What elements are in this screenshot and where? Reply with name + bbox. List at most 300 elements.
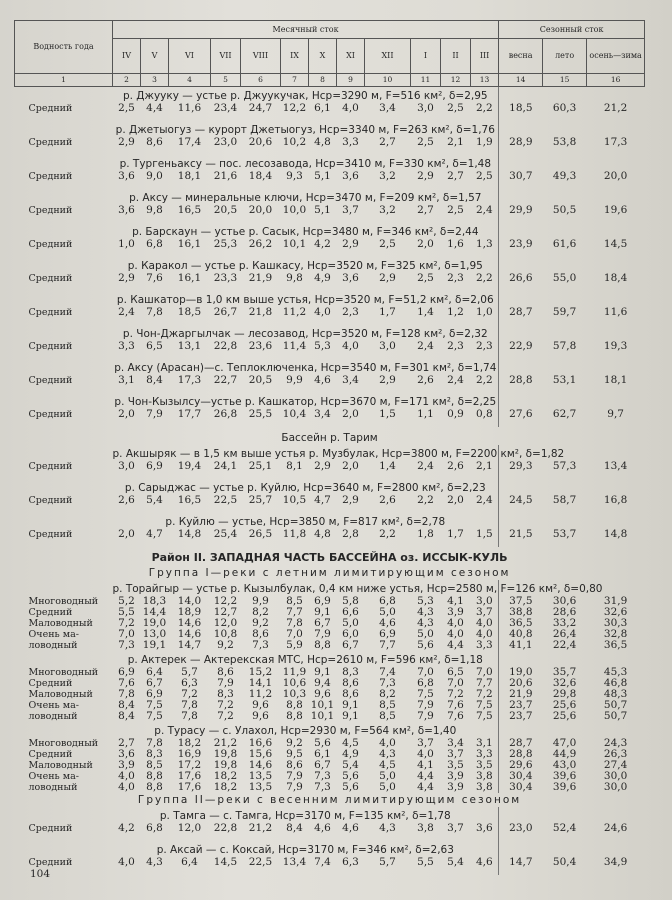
value-cell: 2,9 [379,272,396,284]
value-cell: 25,3 [213,238,238,250]
value-cell: 9,1 [314,666,331,678]
value-cell: 28,8 [499,749,543,760]
value-cell: 14,6 [248,759,273,771]
water-year-label: Средний [28,749,73,760]
station-spacer [15,807,113,823]
value-cell: 2,2 [475,102,493,114]
water-year-label: Средний [28,678,73,689]
basin-heading: Бассейн р. Тарим [281,432,378,444]
value-cell: 23,9 [499,239,543,257]
value-cell: 23,0 [499,823,543,841]
value-cell: 24,3 [603,737,628,749]
value-cell: 6,3 [181,677,198,689]
value-cell: 2,4 [118,306,135,318]
value-cell: 4,7 [314,494,331,506]
value-cell: 26,6 [499,273,543,291]
station-spacer [499,479,645,495]
value-cell: 1,9 [475,136,493,148]
value-cell: 1,4 [379,460,396,472]
value-cell: 8,2 [379,688,396,700]
value-cell: 8,6 [286,759,303,771]
value-cell: 10,0 [282,204,307,216]
value-cell: 5,4 [146,494,163,506]
value-cell: 19,3 [603,340,628,352]
value-cell: 2,7 [379,136,396,148]
station-spacer [15,155,113,171]
value-cell: 4,0 [118,770,135,782]
station-spacer [499,841,645,857]
value-cell: 4,6 [342,822,359,834]
value-cell: 4,3 [146,856,163,868]
value-cell: 16,6 [248,737,273,749]
value-cell: 7,9 [417,699,434,711]
value-cell: 50,5 [552,204,577,216]
value-cell: 3,3 [475,639,493,651]
value-cell: 9,1 [342,699,359,711]
value-cell: 2,1 [475,460,493,472]
value-cell: 25,5 [248,408,273,420]
value-cell: 2,4 [447,374,464,386]
value-cell: 2,9 [342,238,359,250]
value-cell: 4,6 [475,856,493,868]
value-cell: 10,4 [282,408,307,420]
value-cell: 3,6 [118,748,135,760]
month-header: X [309,39,337,74]
value-cell: 14,8 [177,528,202,540]
value-cell: 3,3 [118,340,135,352]
value-cell: 21,5 [499,529,543,547]
value-cell: 6,9 [118,666,135,678]
station-spacer [499,291,645,307]
value-cell: 4,2 [118,822,135,834]
value-cell: 8,8 [286,710,303,722]
value-cell: 20,6 [499,678,543,689]
table-row [15,273,645,291]
value-cell: 2,6 [447,460,464,472]
value-cell: 9,5 [286,748,303,760]
value-cell: 16,8 [603,494,628,506]
value-cell: 9,3 [286,170,303,182]
table-row [15,205,645,223]
value-cell: 6,8 [146,238,163,250]
value-cell: 14,1 [248,677,273,689]
value-cell: 32,6 [603,606,628,618]
value-cell: 7,8 [118,688,135,700]
value-cell: 19,0 [499,667,543,678]
value-cell: 7,9 [217,677,234,689]
value-cell: 18,4 [248,170,273,182]
value-cell: 23,3 [213,272,238,284]
month-header: III [471,39,499,74]
value-cell: 30,7 [499,171,543,189]
value-cell: 57,3 [552,460,577,472]
value-cell: 6,9 [146,688,163,700]
value-cell: 2,2 [417,494,434,506]
value-cell: 26,2 [248,238,273,250]
value-cell: 12,0 [177,822,202,834]
value-cell: 34,9 [603,856,628,868]
water-year-label: Средний [28,307,73,318]
water-year-label: Очень ма- [28,700,79,711]
station-title: р. Аксу (Арасан)—с. Теплоключенка, Hср=3540 м, F=301 км², δ=1,74 [114,362,497,374]
value-cell: 7,2 [118,617,135,629]
value-cell: 20,6 [248,136,273,148]
value-cell: 2,2 [379,528,396,540]
value-cell: 4,0 [447,628,464,640]
value-cell: 1,4 [417,306,434,318]
value-cell: 4,9 [342,748,359,760]
table-row [15,823,645,841]
value-cell: 6,9 [146,460,163,472]
value-cell: 15,6 [248,748,273,760]
value-cell: 3,6 [118,170,135,182]
value-cell: 6,8 [379,595,396,607]
value-cell: 24,7 [248,102,273,114]
station-title: р. Сарыджас — устье р. Куйлю, Hср=3640 м, F=2800 км², δ=2,23 [124,482,486,494]
value-cell: 25,6 [552,699,577,711]
value-cell: 3,4 [314,408,331,420]
value-cell: 7,0 [118,628,135,640]
value-cell: 58,7 [552,494,577,506]
month-header: XI [337,39,365,74]
water-year-label: Средний [28,495,73,506]
value-cell: 7,9 [417,710,434,722]
value-cell: 1,5 [475,528,493,540]
water-year-label: Маловодный [28,689,93,700]
value-cell: 18,1 [177,170,202,182]
water-year-header: Водность года [15,21,113,74]
value-cell: 19,1 [142,639,167,651]
value-cell: 3,7 [417,737,434,749]
value-cell: 26,7 [213,306,238,318]
column-number: 2 [113,74,141,87]
value-cell: 9,0 [146,170,163,182]
value-cell: 7,3 [314,770,331,782]
value-cell: 22,7 [213,374,238,386]
value-cell: 29,9 [499,205,543,223]
value-cell: 4,0 [118,856,135,868]
value-cell: 6,1 [314,102,331,114]
value-cell: 23,7 [499,700,543,711]
water-year-label: Средний [28,607,73,618]
water-year-label: Средний [28,171,73,182]
value-cell: 20,5 [248,374,273,386]
value-cell: 26,5 [248,528,273,540]
value-cell: 4,5 [379,759,396,771]
column-number: 10 [365,74,411,87]
value-cell: 3,0 [118,460,135,472]
station-spacer [15,121,113,137]
value-cell: 2,3 [447,340,464,352]
station-spacer [15,359,113,375]
value-cell: 14,7 [177,639,202,651]
table-row [15,137,645,155]
column-number: 16 [587,74,645,87]
value-cell: 3,7 [447,748,464,760]
value-cell: 0,9 [447,408,464,420]
value-cell: 21,2 [248,822,273,834]
value-cell: 50,4 [552,856,577,868]
value-cell: 7,5 [475,699,493,711]
value-cell: 32,8 [603,628,628,640]
value-cell: 6,5 [447,666,464,678]
water-year-label: Средний [28,137,73,148]
value-cell: 8,6 [252,628,269,640]
value-cell: 2,5 [118,102,135,114]
value-cell: 6,0 [342,628,359,640]
value-cell: 38,8 [499,607,543,618]
value-cell: 50,7 [603,699,628,711]
column-number: 4 [169,74,211,87]
column-number: 9 [337,74,365,87]
value-cell: 7,0 [417,666,434,678]
value-cell: 2,0 [447,494,464,506]
value-cell: 2,6 [417,374,434,386]
value-cell: 3,5 [475,759,493,771]
value-cell: 5,7 [379,856,396,868]
value-cell: 2,8 [342,528,359,540]
value-cell: 14,6 [177,617,202,629]
value-cell: 3,8 [475,781,493,793]
value-cell: 6,5 [146,340,163,352]
value-cell: 62,7 [552,408,577,420]
column-number: 14 [499,74,543,87]
value-cell: 29,3 [499,461,543,479]
value-cell: 3,6 [475,822,493,834]
value-cell: 5,4 [447,856,464,868]
station-spacer [499,87,645,104]
station-title: р. Джууку — устье р. Джуукучак, Hср=3290 м, F=516 км², δ=2,95 [122,90,488,102]
region-heading: Район II. ЗАПАДНАЯ ЧАСТЬ БАССЕЙНА оз. ИССЫК-КУЛЬ [151,551,508,564]
value-cell: 8,3 [342,666,359,678]
value-cell: 5,5 [118,606,135,618]
value-cell: 25,1 [248,460,273,472]
value-cell: 5,6 [342,770,359,782]
station-spacer [499,651,645,667]
value-cell: 8,5 [379,710,396,722]
value-cell: 1,0 [475,306,493,318]
value-cell: 5,0 [342,617,359,629]
station-spacer [499,807,645,823]
value-cell: 5,0 [379,606,396,618]
water-year-label: Многоводный [28,738,99,749]
value-cell: 4,0 [342,340,359,352]
value-cell: 7,0 [447,677,464,689]
value-cell: 19,8 [213,748,238,760]
value-cell: 18,2 [177,737,202,749]
value-cell: 8,8 [146,781,163,793]
value-cell: 16,1 [177,238,202,250]
water-year-label: Средний [28,341,73,352]
month-header: XII [365,39,411,74]
water-year-label: Средний [28,461,73,472]
value-cell: 26,3 [603,748,628,760]
value-cell: 3,0 [417,102,434,114]
value-cell: 2,7 [447,170,464,182]
value-cell: 6,7 [314,759,331,771]
value-cell: 10,5 [282,494,307,506]
value-cell: 28,8 [499,375,543,393]
value-cell: 6,4 [146,666,163,678]
water-year-label: Средний [28,239,73,250]
value-cell: 1,0 [118,238,135,250]
water-year-label: Многоводный [28,667,99,678]
value-cell: 0,8 [475,408,493,420]
water-year-label: ловодный [28,782,78,793]
value-cell: 9,8 [286,272,303,284]
value-cell: 3,1 [118,374,135,386]
value-cell: 4,0 [475,617,493,629]
value-cell: 1,8 [417,528,434,540]
station-spacer [15,841,113,857]
water-year-label: Очень ма- [28,771,79,782]
value-cell: 30,6 [552,595,577,607]
water-year-label: ловодный [28,711,78,722]
value-cell: 30,4 [499,771,543,782]
value-cell: 2,9 [379,374,396,386]
value-cell: 3,2 [379,204,396,216]
table-row [15,640,645,651]
value-cell: 6,1 [314,748,331,760]
value-cell: 31,9 [603,595,628,607]
value-cell: 4,1 [447,595,464,607]
value-cell: 8,8 [286,699,303,711]
value-cell: 7,2 [475,688,493,700]
value-cell: 9,6 [252,710,269,722]
column-number: 13 [471,74,499,87]
value-cell: 2,1 [447,136,464,148]
value-cell: 9,1 [314,606,331,618]
value-cell: 11,2 [248,688,273,700]
value-cell: 8,2 [252,606,269,618]
value-cell: 21,9 [499,689,543,700]
value-cell: 5,1 [314,204,331,216]
value-cell: 5,6 [417,639,434,651]
value-cell: 2,0 [417,238,434,250]
value-cell: 13,0 [142,628,167,640]
value-cell: 2,4 [417,460,434,472]
value-cell: 30,3 [603,617,628,629]
value-cell: 55,0 [552,272,577,284]
value-cell: 17,6 [177,770,202,782]
value-cell: 6,7 [342,639,359,651]
value-cell: 7,0 [475,666,493,678]
value-cell: 7,2 [181,688,198,700]
value-cell: 3,9 [118,759,135,771]
value-cell: 4,9 [314,272,331,284]
value-cell: 8,4 [286,822,303,834]
value-cell: 2,9 [417,170,434,182]
value-cell: 7,3 [314,781,331,793]
value-cell: 25,6 [552,710,577,722]
station-spacer [499,189,645,205]
value-cell: 36,5 [499,618,543,629]
value-cell: 6,6 [342,606,359,618]
value-cell: 21,2 [213,737,238,749]
station-spacer [15,325,113,341]
value-cell: 7,8 [181,710,198,722]
value-cell: 53,8 [552,136,577,148]
value-cell: 17,2 [177,759,202,771]
value-cell: 19,8 [213,759,238,771]
value-cell: 17,7 [177,408,202,420]
value-cell: 12,7 [213,606,238,618]
value-cell: 17,6 [177,781,202,793]
value-cell: 2,7 [118,737,135,749]
value-cell: 2,3 [475,340,493,352]
value-cell: 59,7 [552,306,577,318]
value-cell: 2,9 [118,272,135,284]
water-year-label: Средний [28,103,73,114]
table-row [15,409,645,427]
value-cell: 29,6 [499,760,543,771]
value-cell: 6,7 [314,617,331,629]
month-header: IX [281,39,309,74]
value-cell: 4,0 [417,748,434,760]
value-cell: 5,0 [379,781,396,793]
value-cell: 7,2 [217,699,234,711]
value-cell: 36,5 [603,639,628,651]
water-year-label: ловодный [28,640,78,651]
station-title: р. Тургеньаксу — пос. лесозавода, Hср=3410 м, F=330 км², δ=1,48 [119,158,492,170]
value-cell: 2,5 [475,170,493,182]
value-cell: 9,2 [286,737,303,749]
value-cell: 9,6 [314,688,331,700]
water-year-label: Средний [28,857,73,868]
value-cell: 2,4 [417,340,434,352]
value-cell: 21,8 [248,306,273,318]
table-row [15,461,645,479]
value-cell: 37,5 [499,596,543,607]
value-cell: 22,4 [552,639,577,651]
value-cell: 1,5 [379,408,396,420]
value-cell: 3,6 [342,272,359,284]
value-cell: 7,9 [286,770,303,782]
value-cell: 7,5 [417,688,434,700]
value-cell: 7,6 [118,677,135,689]
value-cell: 4,7 [146,528,163,540]
value-cell: 5,0 [379,770,396,782]
value-cell: 7,4 [379,666,396,678]
value-cell: 4,3 [417,617,434,629]
table-row [15,341,645,359]
value-cell: 5,0 [417,628,434,640]
value-cell: 3,5 [447,759,464,771]
value-cell: 28,7 [499,307,543,325]
value-cell: 24,1 [213,460,238,472]
value-cell: 27,6 [499,409,543,427]
table-row [15,529,645,547]
value-cell: 41,1 [499,640,543,651]
value-cell: 23,0 [213,136,238,148]
value-cell: 4,0 [118,781,135,793]
value-cell: 40,8 [499,629,543,640]
value-cell: 11,6 [177,102,202,114]
value-cell: 13,1 [177,340,202,352]
value-cell: 4,4 [447,639,464,651]
value-cell: 5,3 [417,595,434,607]
value-cell: 9,9 [286,374,303,386]
value-cell: 7,6 [146,272,163,284]
value-cell: 3,7 [475,606,493,618]
value-cell: 16,1 [177,272,202,284]
table-body [15,87,645,876]
value-cell: 9,7 [607,408,624,420]
value-cell: 7,9 [314,628,331,640]
value-cell: 53,1 [552,374,577,386]
value-cell: 3,6 [118,204,135,216]
seasonal-header: Сезонный сток [499,21,645,39]
